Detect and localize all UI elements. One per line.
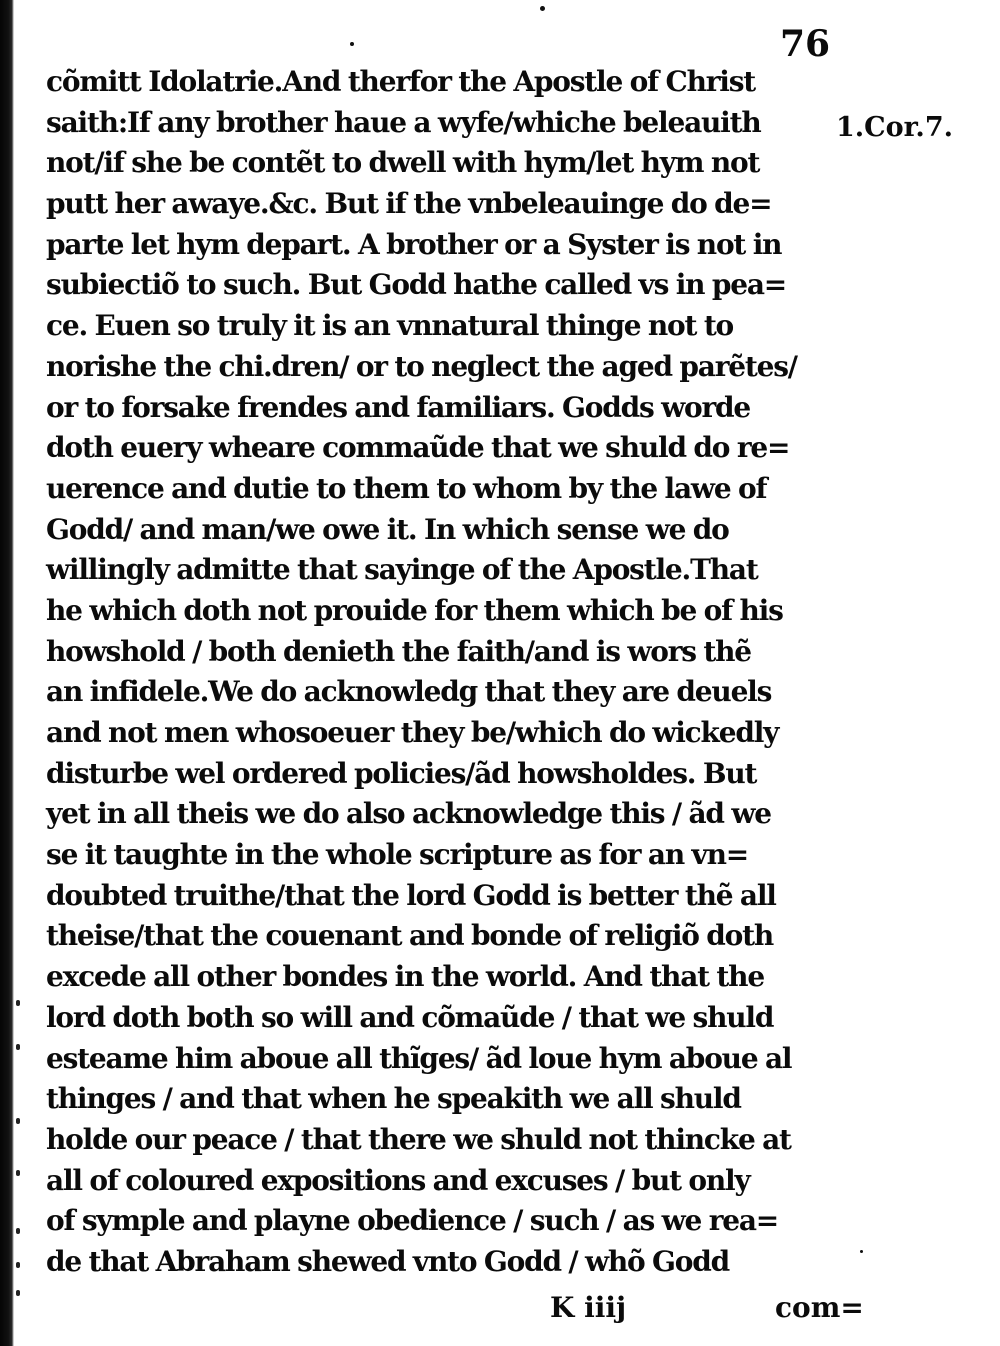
text-line: yet in all theis we do also acknowledge this / ãd we [46,797,771,831]
text-line: disturbe wel ordered policies/ãd howsholdes. But [46,756,757,790]
text-line: doubted truithe/that the lord Godd is better thẽ all [46,878,776,912]
catchword: com= [775,1291,864,1324]
text-line: cõmitt Idolatrie.And therfor the Apostle of Christ [46,65,756,98]
text-line: de that Abraham shewed vnto Godd / whõ Godd [46,1244,729,1278]
print-speck [860,1250,863,1253]
text-line: doth euery wheare commaũde that we shuld do re= [46,431,790,465]
text-line: an infidele.We do acknowledg that they are deuels [46,675,772,709]
print-speck [540,6,545,11]
body-text [46,62,846,1283]
text-line: or to forsake frendes and familiars. Godds worde [46,390,751,424]
text-line: putt her awaye.&c. But if the vnbeleauinge do de= [46,187,772,221]
text-line: theise/that the couenant and bonde of religiõ doth [46,919,774,953]
text-line: and not men whosoeuer they be/which do wickedly [46,716,779,749]
margin-note: 1.Cor.7. [836,112,954,143]
binding-edge-shadow [0,0,14,1346]
text-line: howshold / both denieth the faith/and is wors thẽ [46,634,751,668]
text-line: ce. Euen so truly it is an vnnatural thinge not to [46,309,734,343]
text-line: subiectiõ to such. But Godd hathe called vs in pea= [46,268,787,302]
text-line: saith:If any brother haue a wyfe/whiche beleauith [46,105,761,139]
text-line: not/if she be contẽt to dwell with hym/let hym not [46,146,760,180]
text-line: thinges / and that when he speakith we all shuld [46,1082,741,1116]
text-line: of symple and playne obedience / such / as we rea= [46,1204,779,1238]
text-line: he which doth not prouide for them which be of his [46,593,783,627]
print-speck [350,42,354,46]
text-line: Godd/ and man/we owe it. In which sense we do [46,512,729,546]
text-line: uerence and dutie to them to whom by the lawe of [46,471,767,505]
signature-mark: K iiij [550,1291,627,1324]
text-line: parte let hym depart. A brother or a Syster is not in [46,227,782,261]
text-line: lord doth both so will and cõmaũde / that we shuld [46,1000,774,1034]
page-number: 76 [780,23,831,65]
text-line: willingly admitte that sayinge of the Apostle.That [46,553,758,587]
text-line: all of coloured expositions and excuses / but only [46,1163,750,1197]
text-line: norishe the chi.dren/ or to neglect the aged parẽtes/ [46,349,797,383]
text-line: excede all other bondes in the world. And that the [46,960,764,994]
gutter-marks [14,1000,24,1300]
text-line: holde our peace / that there we shuld not thincke at [46,1122,791,1156]
text-line: se it taughte in the whole scripture as for an vn= [46,838,749,872]
text-line: esteame him aboue all thĩges/ ãd loue hym aboue al [46,1041,792,1075]
